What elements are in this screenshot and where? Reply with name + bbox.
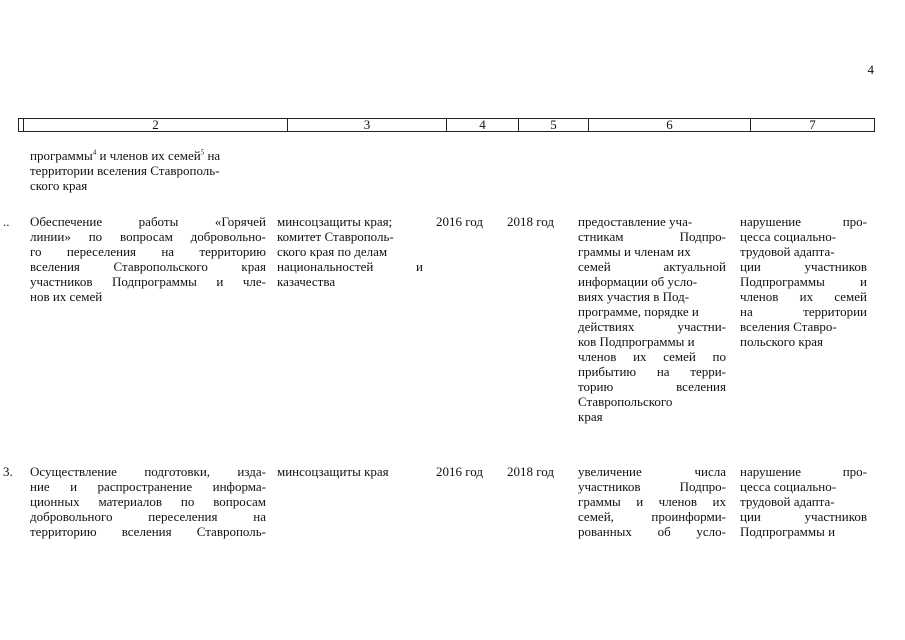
end-year-cell: 2018 год: [507, 464, 554, 479]
header-cell-2: 2: [24, 119, 288, 131]
consequence-cell: нарушение про- цесса социально- трудовой адапта- ции участников Подпрограммы и: [740, 464, 867, 539]
executor-cell: минсоцзащиты края; комитет Ставрополь- ского края по делам национальностей и казачества: [277, 214, 423, 289]
activity-cell: Обеспечение работы «Горячей линии» по вопросам добровольно- го переселения на территорию вселения Ставропольского края участников Подпрограммы и чле- нов их семей: [30, 214, 266, 304]
result-cell: увеличение числа участников Подпро- граммы и членов их семей, проинформи- рованных об усло-: [578, 464, 726, 539]
start-year-cell: 2016 год: [436, 214, 483, 229]
row-number: 3.: [3, 464, 13, 479]
activity-cell: Осуществление подготовки, изда- ние и распространение информа- ционных материалов по вопросам добровольного переселения на территорию вселения Ставрополь-: [30, 464, 266, 539]
header-cell-7: 7: [809, 117, 816, 132]
footnote-ref-4: 4: [92, 148, 97, 157]
executor-cell: минсоцзащиты края: [277, 464, 389, 479]
result-cell: предоставление уча- стникам Подпро- граммы и членам их семей актуальной информации об усло- виях участия в Под- программе, порядке и действиях участни- ков Подпрограммы и членов их семей по прибытию на терри- торию вселения Ставропольского края: [578, 214, 726, 424]
header-cell-4: 4: [447, 119, 519, 131]
consequence-cell: нарушение про- цесса социально- трудовой адапта- ции участников Подпрограммы и членов их семей на территории вселения Ставро- польского края: [740, 214, 867, 349]
footnote-ref-5: 5: [200, 148, 205, 157]
continuation-line-2: территории вселения Ставрополь-: [30, 163, 220, 178]
header-cell-5: 5: [519, 119, 589, 131]
end-year-cell: 2018 год: [507, 214, 554, 229]
header-cell-6: 6: [589, 119, 751, 131]
table-header-row: [18, 118, 875, 132]
page-number: 4: [867, 62, 874, 77]
continuation-line-3: ского края: [30, 178, 88, 193]
start-year-cell: 2016 год: [436, 464, 483, 479]
header-cell-3: 3: [288, 119, 447, 131]
row-number: ..: [3, 214, 10, 229]
continuation-text: [30, 148, 275, 193]
continuation-line-1: программы$^4$ и членов их семей$^5$ на: [30, 148, 221, 163]
